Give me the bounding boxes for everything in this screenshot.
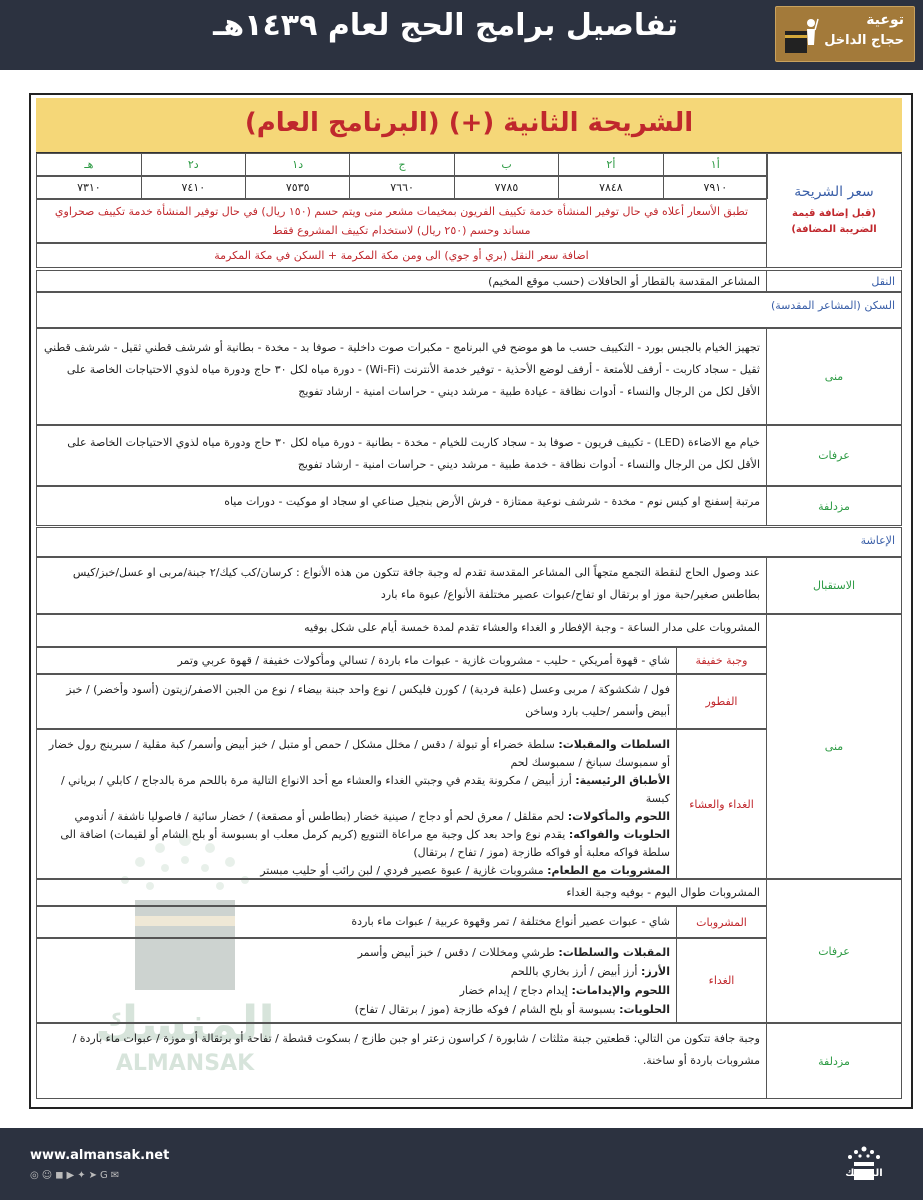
price-tier-code: د٢ <box>141 153 246 176</box>
menu-line <box>43 862 670 880</box>
transport-text: المشاعر المقدسة بالقطار أو الحافلات (حسب موقع المخيم) <box>36 270 767 292</box>
menu-line-body: أرز أبيض / مكرونة يقدم في وجبتي الغداء والعشاء مع أحد الانواع التالية مرة باللحم مرة بالدجاج / كابلي / برياني / كبسة <box>60 774 670 805</box>
snack-text: شاي - قهوة أمريكي - حليب - مشروبات غازية - عبوات ماء باردة / تسالي ومأكولات خفيفة / قهوة عربي وتمر <box>36 647 677 674</box>
menu-line <box>43 981 670 1000</box>
drinks-label: المشروبات <box>676 906 767 938</box>
kaaba-pilgrim-icon <box>781 13 819 57</box>
housing-section-label: السكن (المشاعر المقدسة) <box>36 292 902 328</box>
catering-arafat-label: عرفات <box>766 879 902 1023</box>
price-tier-code: أ١ <box>663 153 768 176</box>
badge-line1: توعية <box>866 12 904 28</box>
facebook-icon[interactable]: ◼ <box>55 1170 67 1181</box>
pricing-note-transport: اضافة سعر النقل (بري أو جوي) الى ومن مكة المكرمة + السكن في مكة المكرمة <box>36 243 767 268</box>
menu-line-heading: المقبلات والسلطات: <box>558 946 670 959</box>
transport-label: النقل <box>766 270 902 292</box>
price-tier-code: د١ <box>245 153 350 176</box>
housing-muzdalifa-text: مرتبة إسفنج او كيس نوم - مخدة - شرشف نوعية ممتازة - فرش الأرض بنجيل صناعي او سجاد او موكيت - دورات مياه <box>36 486 767 526</box>
catering-muzdalifa-label: مزدلفة <box>766 1023 902 1099</box>
housing-mina-text: تجهيز الخيام بالجبس بورد - التكييف حسب ما هو موضح في البرنامج - مكبرات صوت داخلية - صوفا بد - مخدة - بطانية أو شرشف قطني ثقيل - شرشف قطني ثقيل - سجاد كاربت - أرفف للأمتعة - أرفف لوضع الأحذية - توفير خدمة الأنترنت (Wi-Fi) - دورة مياه لكل ٣٠ حاج ودورة مياه لذوي الاحتياجات الخاصة على الأقل لكل من الرجال والنساء - أدوات نظافة - عيادة طبية - مرشد ديني - حراسات امنية - ارشاد تفويج <box>36 328 767 425</box>
menu-line <box>43 736 670 772</box>
googleplus-icon[interactable]: G <box>99 1170 111 1181</box>
watermark-text: المنسك <box>95 996 275 1052</box>
snack-label: وجبة خفيفة <box>676 647 767 674</box>
price-tier-value: ٧٦٦٠ <box>349 176 454 199</box>
price-tier-code: هـ <box>36 153 141 176</box>
tier-banner <box>36 98 902 153</box>
price-tier-value: ٧٧٨٥ <box>454 176 559 199</box>
price-label-cell <box>766 153 902 268</box>
price-label-note: (قبل إضافة قيمة الضريبة المضافة) <box>791 207 877 235</box>
catering-mina-intro: المشروبات على مدار الساعة - وجبة الإفطار و الغداء والعشاء تقدم لمدة خمسة أيام على شكل بوفيه <box>36 614 767 647</box>
email-icon[interactable]: ✉ <box>110 1170 123 1181</box>
menu-line-body: يقدم نوع واحد بعد كل وجبة مع مراعاة التنويع (كريم كرمل معلب او بسبوسة أو بلح الشام أو لقيمات) اضافة الى سلطة فواكه معلبة أو فواكه طازجة (موز / تفاح / برتقال) <box>60 828 670 859</box>
youtube-icon[interactable]: ▶ <box>66 1170 78 1181</box>
snapchat-icon[interactable]: ☺ <box>41 1170 56 1181</box>
menu-line <box>43 772 670 808</box>
page-header <box>0 0 923 70</box>
footer-logo-text: المنسك <box>845 1168 883 1179</box>
price-tier-value: ٧٤١٠ <box>141 176 246 199</box>
breakfast-label: الفطور <box>676 674 767 729</box>
catering-reception-label: الاستقبال <box>766 557 902 614</box>
catering-section-label: الإعاشة <box>36 527 902 557</box>
menu-line-body: إيدام دجاج / إيدام خضار <box>459 984 572 997</box>
catering-reception-text: عند وصول الحاج لنقطة التجمع متجهاً الى المشاعر المقدسة تقدم له وجبة جافة تتكون من هذه الأنواع : كرسان/كب كيك/٢ جبنة/مربى او عسل/خبز/كيس بطاطس صغير/حبة موز او برتقال او تفاح/عبوات عصير مختلفة الأنواع/ عبوة ماء بارد <box>36 557 767 614</box>
housing-arafat-text: خيام مع الاضاءة (LED) - تكييف فريون - صوفا بد - سجاد كاربت للخيام - مخدة - بطانية - دورة مياه لكل ٣٠ حاج ودورة مياه لذوي الاحتياجات الخاصة على الأقل لكل من الرجال والنساء - أدوات نظافة - خدمة طبية - مرشد ديني - حراسات امنية - ارشاد تفويج <box>36 425 767 486</box>
menu-line <box>43 808 670 826</box>
twitter-icon[interactable]: ✦ <box>77 1170 89 1181</box>
instagram-icon[interactable]: ◎ <box>30 1170 42 1181</box>
menu-line-heading: الحلويات: <box>619 1003 670 1016</box>
awareness-badge <box>775 6 915 62</box>
tier-title: الشريحة الثانية (+) (البرنامج العام) <box>244 108 694 138</box>
menu-line-heading: السلطات والمقبلات: <box>558 738 670 751</box>
lunch-dinner-text <box>36 729 677 879</box>
menu-line-heading: اللحوم والمأكولات: <box>567 810 670 823</box>
drinks-text: شاي - عبوات عصير أنواع مختلفة / تمر وقهوة عربية / عبوات ماء باردة <box>36 906 677 938</box>
telegram-icon[interactable]: ➤ <box>88 1170 100 1181</box>
breakfast-text: فول / شكشوكة / مربى وعسل (علبة فردية) / كورن فليكس / نوع واحد جبنة بيضاء / نوع من الجبن الاصفر/زيتون (أسود وأخضر) / خبز أبيض وأسمر /حليب بارد وساخن <box>36 674 677 729</box>
catering-arafat-intro: المشروبات طوال اليوم - بوفيه وجبة الغداء <box>36 879 767 906</box>
catering-muzdalifa-text: وجبة جافة تتكون من التالي: قطعتين جبنة مثلثات / شابورة / كراسون زعتر او جبن طازج / بسكوت قشطة / تفاحة أو برتقالة أو موزة / عبوات ماء باردة /مشروبات باردة أو ساخنة. <box>36 1023 767 1099</box>
menu-line-heading: المشروبات مع الطعام: <box>547 864 670 877</box>
social-icons-row <box>30 1170 122 1181</box>
menu-line-body: بسبوسة أو بلح الشام / فوكه طازجة (موز / برتقال / تفاح) <box>354 1003 620 1016</box>
badge-line2: حجاج الداخل <box>824 33 904 48</box>
menu-line-heading: الأرز: <box>640 965 670 978</box>
price-tier-code: أ٢ <box>558 153 663 176</box>
menu-line <box>43 962 670 981</box>
price-tier-value: ٧٣١٠ <box>36 176 141 199</box>
menu-line <box>43 1000 670 1019</box>
lunch-dinner-label: الغداء والعشاء <box>676 729 767 879</box>
menu-line-body: لحم مقلقل / معرق لحم أو دجاج / صينية خضار (بطاطس أو مصقعة) / خضار سائية / فاصوليا ناشفة / أندومي <box>74 810 568 823</box>
menu-line-body: أرز أبيض / أرز بخاري باللحم <box>510 965 641 978</box>
menu-line <box>43 943 670 962</box>
menu-line-heading: الأطباق الرئيسية: <box>575 774 670 787</box>
price-tier-code: ج <box>349 153 454 176</box>
price-label: سعر الشريحة <box>794 183 874 200</box>
price-tier-code: ب <box>454 153 559 176</box>
housing-arafat-label: عرفات <box>766 425 902 486</box>
housing-muzdalifa-label: مزدلفة <box>766 486 902 526</box>
price-tier-value: ٧٥٣٥ <box>245 176 350 199</box>
housing-mina-label: منى <box>766 328 902 425</box>
almansak-logo-icon <box>836 1136 892 1194</box>
menu-line-body: مشروبات غازية / عبوة عصير فردي / لبن رائب أو حليب مبستر <box>260 864 548 877</box>
pricing-note-discount: تطبق الأسعار أعلاه في حال توفير المنشأة خدمة تكييف الفريون بمخيمات مشعر منى ويتم حسم (١٥٠ ريال) في حال توفير المنشأة خدمة تكييف صحراوي مساند وحسم (٢٥٠ ريال) لاستخدام تكييف المشروع فقط <box>36 199 767 243</box>
menu-line-body: طرشي ومخللات / دقس / خبز أبيض وأسمر <box>357 946 559 959</box>
catering-mina-label: منى <box>766 614 902 879</box>
page-title: تفاصيل برامج الحج لعام ١٤٣٩هـ <box>213 8 678 43</box>
website-link[interactable]: www.almansak.net <box>30 1148 170 1163</box>
price-tier-value: ٧٨٤٨ <box>558 176 663 199</box>
menu-line-heading: اللحوم والإيدامات: <box>571 984 670 997</box>
price-tier-value: ٧٩١٠ <box>663 176 768 199</box>
arafat-lunch-text <box>36 938 677 1023</box>
menu-line-body: سلطة خضراء أو تبولة / دقس / مخلل مشكل / حمص أو متبل / خبز أبيض وأسمر/ كبة مقلية / سبرينج رول خضار أو سمبوسك سبانخ / سمبوسك لحم <box>48 738 670 769</box>
watermark-latin: ALMANSAK <box>115 1051 255 1076</box>
menu-line <box>43 826 670 862</box>
arafat-lunch-label: الغداء <box>676 938 767 1023</box>
menu-line-heading: الحلويات والفواكه: <box>568 828 670 841</box>
page-footer <box>0 1128 923 1200</box>
